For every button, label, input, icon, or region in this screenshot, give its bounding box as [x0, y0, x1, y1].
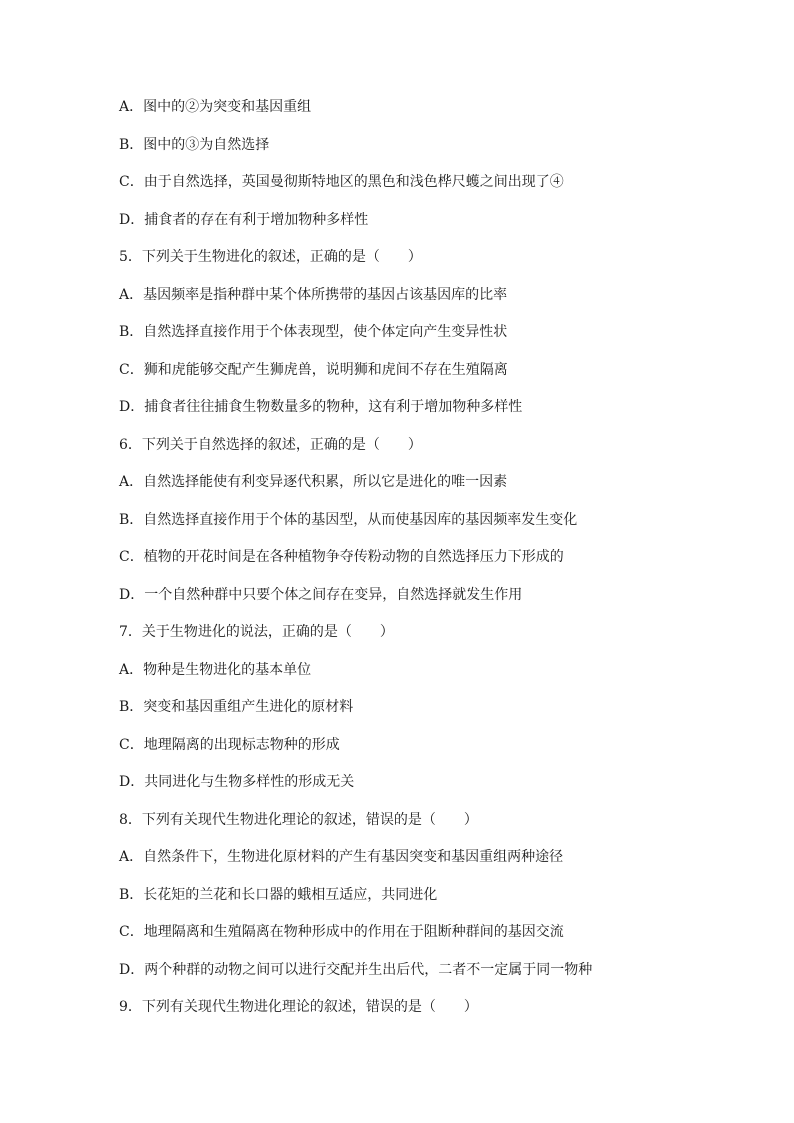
option-5c: C．狮和虎能够交配产生狮虎兽，说明狮和虎间不存在生殖隔离	[119, 361, 508, 378]
question-8-stem: 8．下列有关现代生物进化理论的叙述，错误的是（ ）	[119, 811, 478, 828]
option-8b: B．长花矩的兰花和长口器的蛾相互适应，共同进化	[119, 886, 438, 903]
option-8d: D．两个种群的动物之间可以进行交配并生出后代，二者不一定属于同一物种	[119, 961, 593, 978]
option-6b: B．自然选择直接作用于个体的基因型，从而使基因库的基因频率发生变化	[119, 511, 578, 528]
option-4d: D．捕食者的存在有利于增加物种多样性	[119, 211, 369, 228]
option-5b: B．自然选择直接作用于个体表现型，使个体定向产生变异性状	[119, 324, 508, 340]
question-7-stem: 7．关于生物进化的说法，正确的是（ ）	[119, 624, 394, 640]
question-5-stem: 5．下列关于生物进化的叙述，正确的是（ ）	[119, 249, 422, 265]
option-4b: B．图中的③为自然选择	[119, 136, 270, 153]
option-6d: D．一个自然种群中只要个体之间存在变异，自然选择就发生作用	[119, 586, 523, 603]
option-4c: C．由于自然选择，英国曼彻斯特地区的黑色和浅色桦尺蠖之间出现了④	[119, 174, 564, 190]
option-7c: C．地理隔离的出现标志物种的形成	[119, 736, 340, 753]
option-5a: A．基因频率是指种群中某个体所携带的基因占该基因库的比率	[119, 286, 508, 303]
option-8c: C．地理隔离和生殖隔离在物种形成中的作用在于阻断种群间的基因交流	[119, 924, 564, 940]
question-9-stem: 9．下列有关现代生物进化理论的叙述，错误的是（ ）	[119, 999, 478, 1015]
option-7a: A．物种是生物进化的基本单位	[119, 661, 312, 678]
option-6c: C．植物的开花时间是在各种植物争夺传粉动物的自然选择压力下形成的	[119, 549, 564, 565]
question-text-block	[119, 97, 759, 1035]
option-8a: A．自然条件下，生物进化原材料的产生有基因突变和基因重组两种途径	[119, 849, 564, 865]
option-4a: A．图中的②为突变和基因重组	[119, 99, 312, 115]
option-7d: D．共同进化与生物多样性的形成无关	[119, 774, 355, 790]
option-5d: D．捕食者往往捕食生物数量多的物种，这有利于增加物种多样性	[119, 399, 523, 415]
option-6a: A．自然选择能使有利变异逐代积累，所以它是进化的唯一因素	[119, 474, 508, 490]
question-6-stem: 6．下列关于自然选择的叙述，正确的是（ ）	[119, 436, 422, 453]
option-7b: B．突变和基因重组产生进化的原材料	[119, 699, 354, 715]
